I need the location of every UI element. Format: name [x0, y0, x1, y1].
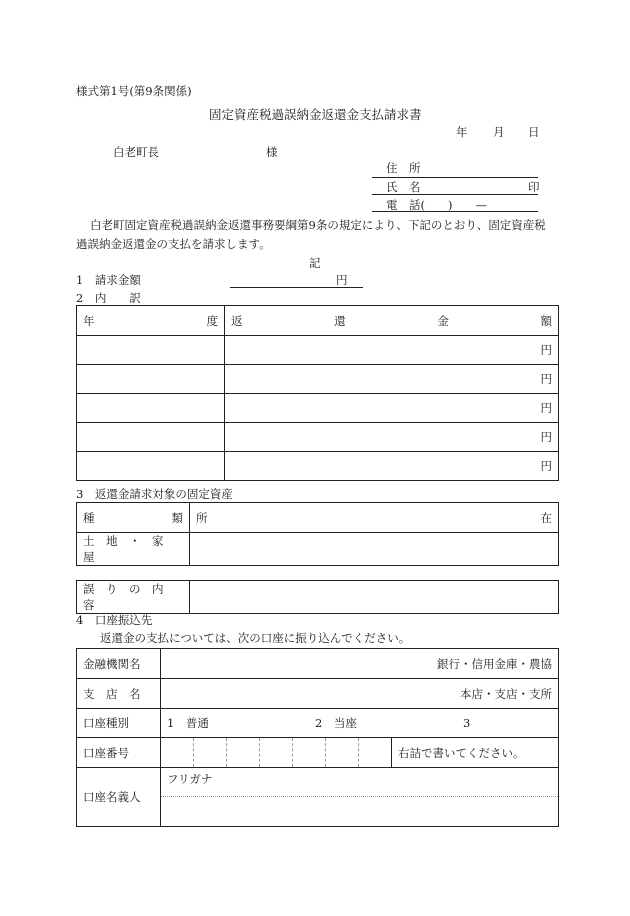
table-row	[77, 365, 559, 394]
location-header: 所 在	[190, 503, 559, 533]
table-row	[77, 423, 559, 452]
table-row	[77, 649, 559, 679]
table-row	[77, 533, 559, 566]
phone-label: 電 話( ) —	[386, 198, 487, 212]
name-field[interactable]	[372, 194, 538, 195]
address-label: 住 所	[386, 161, 421, 175]
amount-cell[interactable]: 円	[225, 452, 559, 481]
kind-value: 土 地 ・ 家 屋	[77, 533, 190, 566]
breakdown-header-row	[77, 306, 559, 336]
table-row	[77, 738, 559, 768]
breakdown-table	[76, 305, 559, 481]
table-row	[77, 581, 559, 614]
intro-line-1: 白老町固定資産税過誤納金返還事務要綱第9条の規定により、下記のとおり、固定資産税	[90, 218, 546, 232]
type-option-current[interactable]: 2 当座	[315, 716, 357, 730]
date-month: 月	[493, 125, 505, 139]
date-day: 日	[528, 125, 540, 139]
error-content-label: 誤 り の 内 容	[77, 581, 190, 614]
section3-label: 3 返還金請求対象の固定資産	[76, 487, 233, 501]
error-content-cell[interactable]	[190, 581, 559, 614]
ki-heading: 記	[309, 256, 321, 270]
year-cell[interactable]	[77, 336, 225, 365]
property-header-row	[77, 503, 559, 533]
account-holder-name-field[interactable]	[161, 797, 558, 826]
account-digit-box[interactable]	[293, 738, 326, 767]
branch-name-label: 支 店 名	[77, 679, 161, 709]
table-row	[77, 394, 559, 423]
type-option-ordinary[interactable]: 1 普通	[167, 716, 209, 730]
amount-cell[interactable]: 円	[225, 423, 559, 452]
year-cell[interactable]	[77, 452, 225, 481]
error-content-table	[76, 580, 559, 614]
year-cell[interactable]	[77, 394, 225, 423]
branch-name-cell[interactable]: 本店・支店・支所	[161, 679, 559, 709]
table-row	[77, 336, 559, 365]
claim-amount-field[interactable]	[230, 287, 363, 288]
account-type-cell	[161, 709, 559, 738]
section4-label: 4 口座振込先	[76, 613, 153, 627]
addressee-name: 白老町長	[113, 145, 159, 159]
bank-name-cell[interactable]: 銀行・信用金庫・農協	[161, 649, 559, 679]
table-row	[77, 679, 559, 709]
account-number-cell	[161, 738, 559, 768]
page-title: 固定資産税過誤納金返還金支払請求書	[209, 107, 422, 122]
location-cell[interactable]	[190, 533, 559, 566]
bank-table	[76, 648, 559, 827]
year-cell[interactable]	[77, 365, 225, 394]
date-year: 年	[456, 125, 468, 139]
furigana-field[interactable]	[161, 768, 558, 797]
seal-mark: 印	[528, 180, 540, 194]
phone-field[interactable]	[372, 211, 538, 212]
bank-name-label: 金融機関名	[77, 649, 161, 679]
table-row	[77, 709, 559, 738]
right-align-note: 右詰で書いてください。	[398, 745, 525, 760]
section2-label: 2 内 訳	[76, 291, 141, 305]
year-cell[interactable]	[77, 423, 225, 452]
account-digit-box[interactable]	[161, 738, 194, 767]
amount-cell[interactable]: 円	[225, 336, 559, 365]
account-digit-box[interactable]	[359, 738, 392, 767]
table-row	[77, 452, 559, 481]
amount-header: 返 還 金 額	[225, 306, 559, 336]
name-label: 氏 名	[386, 180, 421, 194]
year-header: 年 度	[77, 306, 225, 336]
account-type-label: 口座種別	[77, 709, 161, 738]
type-option-other[interactable]: 3	[463, 716, 471, 730]
addressee-honorific: 様	[266, 145, 278, 159]
amount-cell[interactable]: 円	[225, 365, 559, 394]
form-number: 様式第1号(第9条関係)	[76, 84, 192, 98]
account-holder-label: 口座名義人	[77, 768, 161, 827]
kind-header: 種 類	[77, 503, 190, 533]
amount-cell[interactable]: 円	[225, 394, 559, 423]
claim-amount-unit: 円	[336, 273, 348, 287]
property-table	[76, 502, 559, 566]
account-number-label: 口座番号	[77, 738, 161, 768]
address-field[interactable]	[372, 177, 538, 178]
account-digit-box[interactable]	[227, 738, 260, 767]
account-digit-box[interactable]	[260, 738, 293, 767]
account-holder-cell	[161, 768, 559, 827]
intro-line-2: 過誤納金返還金の支払を請求します。	[76, 237, 271, 251]
account-digit-box[interactable]	[194, 738, 227, 767]
section1-label: 1 請求金額	[76, 273, 141, 287]
transfer-note: 返還金の支払については、次の口座に振り込んでください。	[100, 631, 411, 645]
table-row	[77, 768, 559, 827]
furigana-label: フリガナ	[167, 772, 213, 786]
account-digit-box[interactable]	[326, 738, 359, 767]
